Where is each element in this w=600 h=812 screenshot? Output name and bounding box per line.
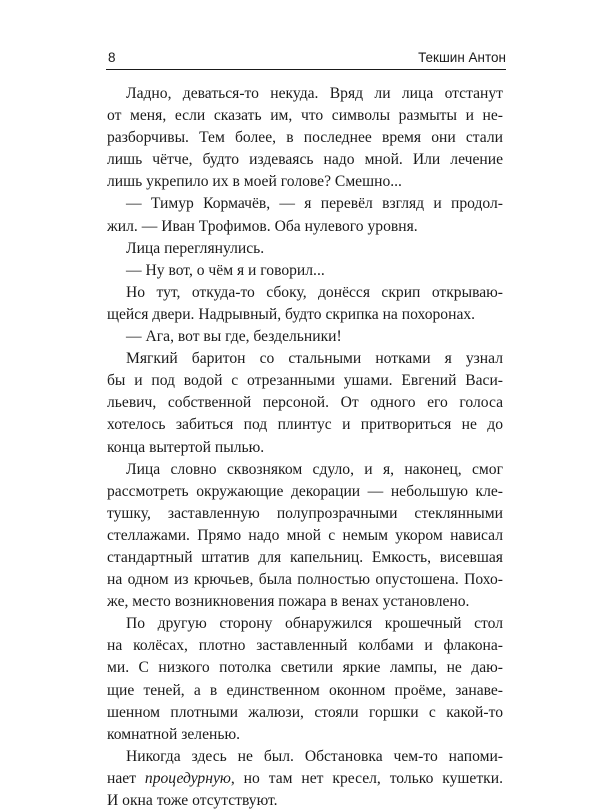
- text-line: на одном из крючьев, была полностью опустошена. Похо-: [107, 571, 503, 589]
- text-line: разборчивы. Тем более, в последнее время они стали: [107, 129, 503, 147]
- paragraph: [107, 83, 503, 193]
- text-line: — Ну вот, о чём я и говорил...: [126, 261, 325, 279]
- paragraph: [107, 326, 503, 348]
- italic-word: процедурную: [144, 769, 231, 787]
- running-header: [0, 0, 600, 76]
- text-line: По другую сторону обнаружился крошечный стол: [126, 615, 503, 633]
- text-line: Лица переглянулись.: [126, 239, 265, 257]
- text-line: комнатной зеленью.: [107, 725, 241, 743]
- text-line: Ладно, деваться-то некуда. Вряд ли лица отстанут: [126, 85, 503, 102]
- paragraph: [107, 282, 503, 326]
- text-line: лишь чётче, будто издеваясь надо мной. Или лечение: [107, 151, 503, 169]
- page-number: 8: [108, 50, 116, 65]
- text-line: шенном плотными жалюзи, стояли горшки с какой-то: [107, 703, 503, 721]
- text-line: стандартный штатив для капельниц. Емкость, висевшая: [107, 548, 503, 566]
- paragraph: [107, 348, 503, 458]
- text-line: [107, 768, 503, 790]
- text-line: конца вытертой пылью.: [107, 438, 265, 456]
- text-line: щейся двери. Надрывный, будто скрипка на похоронах.: [107, 305, 476, 323]
- text-fragment: , но там нет кресел, только кушетки.: [230, 769, 503, 787]
- paragraph: [107, 260, 503, 282]
- text-line: рассмотреть окружающие декорации — небольшую кле-: [107, 482, 503, 500]
- text-line: от меня, если сказать им, что символы размыты и не-: [107, 107, 503, 125]
- text-line: — Тимур Кормачёв, — я перевёл взгляд и продол-: [126, 195, 503, 213]
- text-line: стеллажами. Прямо надо мной с немым укором нависал: [107, 526, 503, 544]
- running-header-author: Текшин Антон: [418, 50, 506, 65]
- paragraph: [107, 746, 503, 812]
- text-line: ми. С низкого потолка светили яркие лампы, не даю-: [107, 659, 503, 677]
- text-line: бы и под водой с отрезанными ушами. Евгений Васи-: [107, 372, 503, 390]
- text-line: льевич, собственной персоной. От одного его голоса: [107, 394, 503, 412]
- text-line: тушку, заставленную полупрозрачными стеклянными: [107, 504, 503, 522]
- paragraph: [107, 459, 503, 614]
- text-line: Мягкий баритон со стальными нотками я узнал: [126, 350, 503, 368]
- text-line: хотелось забиться под плинтус и притвориться не до: [107, 416, 503, 434]
- text-fragment: нает: [107, 769, 145, 787]
- text-line: на колёсах, плотно заставленный колбами и флакона-: [107, 637, 503, 655]
- text-line: Но тут, откуда-то сбоку, донёсся скрип открываю-: [126, 283, 503, 301]
- text-line: И окна тоже отсутствуют.: [107, 792, 278, 809]
- paragraph: [107, 238, 503, 260]
- paragraph: [107, 613, 503, 746]
- paragraph: [107, 193, 503, 237]
- text-line: лишь укрепило их в моей голове? Смешно...: [107, 173, 402, 191]
- text-line: щие теней, а в единственном оконном проёме, занаве-: [107, 681, 503, 699]
- text-line: Никогда здесь не был. Обстановка чем-то напоми-: [126, 747, 503, 765]
- text-line: жил. — Иван Трофимов. Оба нулевого уровня.: [107, 217, 418, 235]
- body-text: [107, 83, 503, 812]
- text-line: — Ага, вот вы где, бездельники!: [126, 328, 342, 346]
- text-line: Лица словно сквозняком сдуло, и я, наконец, смог: [126, 460, 503, 478]
- header-rule: [106, 69, 506, 70]
- text-line: же, место возникновения пожара в венах установлено.: [107, 593, 470, 611]
